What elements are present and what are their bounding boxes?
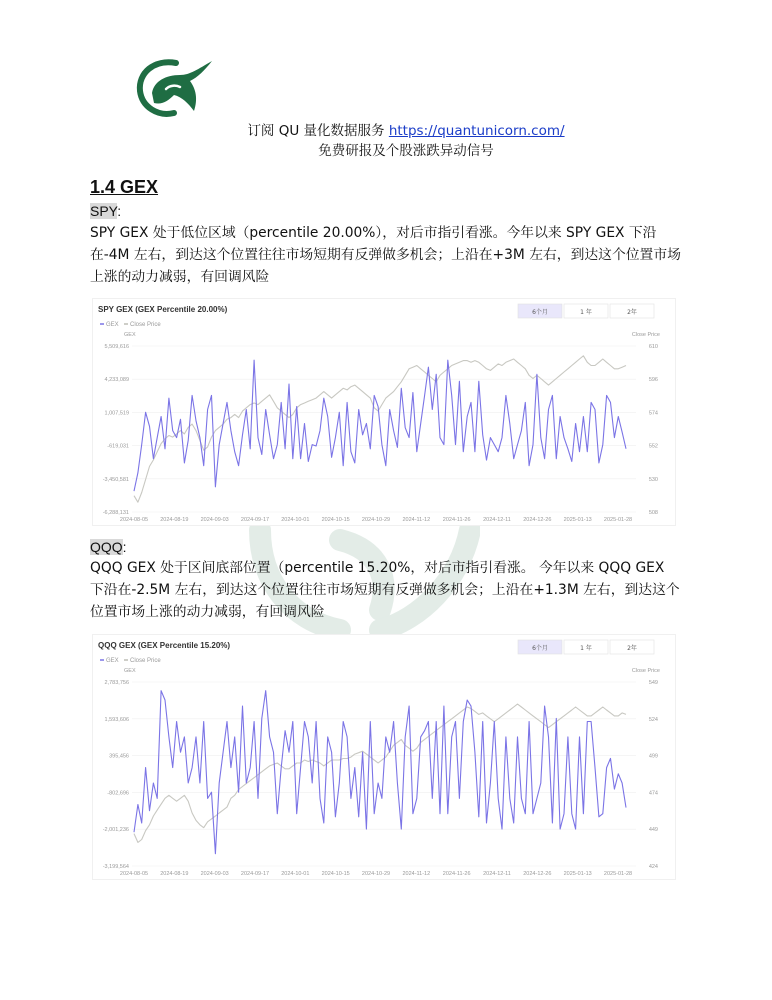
qqq-xtick: 2024-08-19 <box>160 871 189 877</box>
spy-chart-svg <box>92 298 676 526</box>
unicorn-logo-icon <box>132 55 216 121</box>
spy-legend-close[interactable]: Close Price <box>130 322 161 328</box>
qqq-ytick-right: 549 <box>648 680 658 686</box>
qqq-range-button-label-1: 1 年 <box>580 645 592 652</box>
spy-tag <box>90 203 121 219</box>
qqq-ytick-left: -2,001,236 <box>102 827 129 834</box>
spy-ytick-left: -619,031 <box>107 443 129 450</box>
qqq-ytick-right: 499 <box>648 753 658 760</box>
spy-xtick: 2024-10-15 <box>321 517 350 523</box>
qqq-ytick-left: 2,783,756 <box>104 680 129 686</box>
qqq-ylabel-right: Close Price <box>631 668 660 674</box>
qqq-legend-close[interactable]: Close Price <box>130 658 161 664</box>
spy-gex-chart <box>92 298 676 526</box>
spy-ytick-left: -3,450,581 <box>102 476 129 483</box>
spy-range-button-label-0: 6个月 <box>532 309 548 316</box>
subscription-line <box>20 119 772 139</box>
qqq-chart-svg <box>92 634 676 880</box>
spy-ytick-left: 4,233,089 <box>104 377 129 384</box>
qqq-xtick: 2024-10-29 <box>361 871 391 877</box>
qqq-xtick: 2024-11-12 <box>402 871 431 877</box>
spy-xtick: 2024-11-12 <box>402 517 431 523</box>
qqq-xtick: 2025-01-28 <box>603 871 633 877</box>
spy-legend-gex[interactable]: GEX <box>106 322 119 328</box>
spy-xtick: 2024-12-11 <box>483 517 511 523</box>
qqq-tag-label: QQQ <box>90 539 123 555</box>
qqq-tag-colon: : <box>122 539 127 555</box>
spy-tag-colon: : <box>117 203 122 219</box>
spy-xtick: 2024-12-26 <box>523 517 552 523</box>
spy-ytick-right: 574 <box>648 410 658 417</box>
qqq-xtick: 2024-09-03 <box>200 871 229 877</box>
spy-xtick: 2024-10-29 <box>361 517 391 523</box>
spy-ylabel-left: GEX <box>124 332 136 338</box>
section-title: 1.4 GEX <box>90 177 159 197</box>
qqq-ytick-left: -802,696 <box>107 790 129 797</box>
qqq-ytick-right: 524 <box>648 716 658 723</box>
spy-xtick: 2025-01-13 <box>563 517 592 523</box>
spy-ylabel-right: Close Price <box>631 332 660 338</box>
spy-xtick: 2024-08-05 <box>119 517 149 523</box>
qqq-xtick: 2024-10-15 <box>321 871 350 877</box>
spy-range-button-label-1: 1 年 <box>580 309 592 316</box>
spy-frame <box>93 299 676 526</box>
qqq-ytick-left: 395,456 <box>109 753 129 760</box>
spy-ytick-right: 596 <box>648 377 658 384</box>
spy-xtick: 2024-10-01 <box>281 517 310 523</box>
spy-xtick: 2024-09-17 <box>240 517 270 523</box>
qqq-xtick: 2024-10-01 <box>281 871 310 877</box>
qqq-range-button-label-2: 2年 <box>627 645 637 652</box>
spy-ytick-right: 610 <box>648 344 658 350</box>
qqq-xtick: 2024-08-05 <box>119 871 149 877</box>
spy-ytick-left: -6,288,131 <box>102 510 129 516</box>
qqq-range-button-label-0: 6个月 <box>532 645 548 652</box>
spy-xtick: 2024-09-03 <box>200 517 229 523</box>
spy-tag-label: SPY <box>90 203 118 219</box>
spy-title: SPY GEX (GEX Percentile 20.00%) <box>98 305 228 314</box>
spy-ytick-left: 1,007,519 <box>104 410 129 417</box>
qqq-legend-gex[interactable]: GEX <box>106 658 119 664</box>
spy-ytick-right: 530 <box>648 476 658 483</box>
qqq-ytick-left: -3,199,564 <box>102 864 129 870</box>
qqq-title: QQQ GEX (GEX Percentile 15.20%) <box>98 641 231 650</box>
qqq-ytick-right: 474 <box>648 790 658 797</box>
spy-ytick-right: 552 <box>648 443 658 450</box>
qqq-ytick-right: 424 <box>648 864 658 870</box>
spy-xtick: 2025-01-28 <box>603 517 633 523</box>
qqq-xtick: 2025-01-13 <box>563 871 592 877</box>
spy-paragraph: SPY GEX 处于低位区域（percentile 20.00%），对后市指引看涨。今年以来 SPY GEX 下沿在-4M 左右，到达这个位置往往市场短期有反弹做多机会；上沿在+3M 左右，到达这个位置市场上涨的动力减弱，有回调风险 <box>90 225 681 285</box>
qqq-tag <box>90 539 127 555</box>
qqq-xtick: 2024-09-17 <box>240 871 270 877</box>
qqq-xtick: 2024-12-11 <box>483 871 511 877</box>
qqq-xtick: 2024-11-26 <box>442 871 471 877</box>
subscription-text: 订阅 QU 量化数据服务 <box>247 123 389 139</box>
quantunicorn-link[interactable]: https://quantunicorn.com/ <box>388 123 565 139</box>
free-report-line: 免费研报及个股涨跌异动信号 <box>318 143 494 159</box>
spy-ytick-right: 508 <box>648 510 658 516</box>
spy-ytick-left: 5,509,616 <box>104 344 129 350</box>
qqq-ylabel-left: GEX <box>124 668 136 674</box>
qqq-xtick: 2024-12-26 <box>523 871 552 877</box>
qqq-ytick-left: 1,593,606 <box>104 716 129 723</box>
qqq-paragraph: QQQ GEX 处于区间底部位置（percentile 15.20%，对后市指引看涨。 今年以来 QQQ GEX 下沿在-2.5M 左右，到达这个位置往往市场短期有反弹做多机会；上沿在+1.3M 左右，到达这个位置市场上涨的动力减弱，有回调风险 <box>90 560 680 620</box>
qqq-gex-chart <box>92 634 676 880</box>
spy-xtick: 2024-11-26 <box>442 517 471 523</box>
spy-xtick: 2024-08-19 <box>160 517 189 523</box>
qqq-ytick-right: 449 <box>648 827 658 834</box>
spy-range-button-label-2: 2年 <box>627 309 637 316</box>
